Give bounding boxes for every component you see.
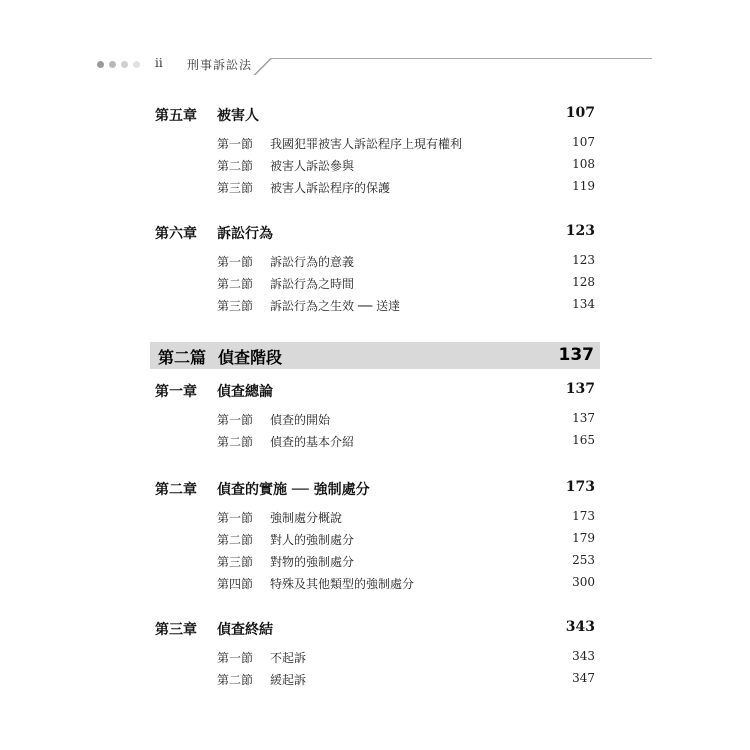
- toc-part-banner[interactable]: [150, 342, 600, 369]
- chapter-page: 173: [565, 479, 595, 495]
- chapter-title: 被害人: [217, 108, 259, 124]
- section-number: 第二節: [217, 277, 254, 291]
- toc-section[interactable]: [155, 135, 595, 153]
- section-title: 訴訟行為之時間: [270, 277, 355, 291]
- toc-section[interactable]: [155, 575, 595, 593]
- toc-section[interactable]: [155, 433, 595, 451]
- toc-chapter[interactable]: [155, 619, 595, 639]
- chapter-title: 訴訟行為: [217, 226, 273, 242]
- section-page: 179: [572, 531, 595, 545]
- section-number: 第一節: [217, 255, 254, 269]
- section-number: 第一節: [217, 651, 254, 665]
- toc-section[interactable]: [155, 253, 595, 271]
- section-page: 347: [572, 671, 595, 685]
- section-number: 第二節: [217, 673, 254, 687]
- section-number: 第三節: [217, 555, 254, 569]
- section-title: 緩起訴: [270, 673, 307, 687]
- section-title: 不起訴: [270, 651, 307, 665]
- section-number: 第二節: [217, 435, 254, 449]
- section-number: 第一節: [217, 413, 254, 427]
- section-title: 偵查的基本介紹: [270, 435, 355, 449]
- section-page: 108: [572, 157, 595, 171]
- section-title: 對物的強制處分: [270, 555, 355, 569]
- section-number: 第一節: [217, 511, 254, 525]
- section-number: 第一節: [217, 137, 254, 151]
- section-page: 123: [572, 253, 595, 267]
- toc-section[interactable]: [155, 649, 595, 667]
- dot-icon: [133, 61, 140, 68]
- section-page: 137: [572, 411, 595, 425]
- section-title: 被害人訴訟程序的保護: [270, 181, 391, 195]
- section-number: 第三節: [217, 299, 254, 313]
- chapter-number: 第五章: [155, 108, 197, 124]
- toc-section[interactable]: [155, 157, 595, 175]
- section-title: 訴訟行為之生效 ── 送達: [270, 299, 401, 313]
- header-slant-rule: [254, 58, 273, 75]
- toc-section[interactable]: [155, 275, 595, 293]
- section-number: 第三節: [217, 181, 254, 195]
- chapter-page: 137: [565, 381, 595, 397]
- toc-section[interactable]: [155, 509, 595, 527]
- section-page: 253: [572, 553, 595, 567]
- section-title: 訴訟行為的意義: [270, 255, 355, 269]
- section-number: 第四節: [217, 577, 254, 591]
- chapter-title: 偵查總論: [217, 384, 273, 400]
- chapter-title: 偵查終結: [217, 622, 273, 638]
- part-page: 137: [558, 345, 594, 365]
- dot-icon: [97, 61, 104, 68]
- toc-section[interactable]: [155, 297, 595, 315]
- dot-icon: [109, 61, 116, 68]
- part-number: 第二篇: [158, 348, 207, 367]
- section-title: 對人的強制處分: [270, 533, 355, 547]
- page-number: ii: [155, 56, 163, 70]
- chapter-title: 偵查的實施 ── 強制處分: [217, 482, 370, 498]
- section-page: 107: [572, 135, 595, 149]
- chapter-number: 第六章: [155, 226, 197, 242]
- toc-section[interactable]: [155, 179, 595, 197]
- toc-chapter[interactable]: [155, 223, 595, 243]
- toc-section[interactable]: [155, 531, 595, 549]
- toc-section[interactable]: [155, 411, 595, 429]
- section-title: 我國犯罪被害人訴訟程序上現有權利: [270, 137, 463, 151]
- toc-chapter[interactable]: [155, 381, 595, 401]
- toc-chapter[interactable]: [155, 105, 595, 125]
- section-title: 被害人訴訟參與: [270, 159, 355, 173]
- section-page: 343: [572, 649, 595, 663]
- book-title: 刑事訴訟法: [187, 58, 253, 72]
- chapter-number: 第三章: [155, 622, 197, 638]
- section-page: 173: [572, 509, 595, 523]
- section-page: 300: [572, 575, 595, 589]
- section-title: 強制處分概說: [270, 511, 343, 525]
- section-number: 第二節: [217, 159, 254, 173]
- chapter-number: 第二章: [155, 482, 197, 498]
- chapter-page: 123: [565, 223, 595, 239]
- dot-icon: [121, 61, 128, 68]
- toc-section[interactable]: [155, 671, 595, 689]
- section-page: 119: [572, 179, 595, 193]
- chapter-number: 第一章: [155, 384, 197, 400]
- toc-section[interactable]: [155, 553, 595, 571]
- header-rule: [272, 58, 652, 59]
- toc-chapter[interactable]: [155, 479, 595, 499]
- section-title: 偵查的開始: [270, 413, 331, 427]
- section-page: 165: [572, 433, 595, 447]
- section-page: 134: [572, 297, 595, 311]
- page-header: [0, 0, 750, 80]
- chapter-page: 343: [565, 619, 595, 635]
- part-title: 偵查階段: [218, 348, 283, 367]
- chapter-page: 107: [565, 105, 595, 121]
- section-title: 特殊及其他類型的強制處分: [270, 577, 415, 591]
- section-page: 128: [572, 275, 595, 289]
- section-number: 第二節: [217, 533, 254, 547]
